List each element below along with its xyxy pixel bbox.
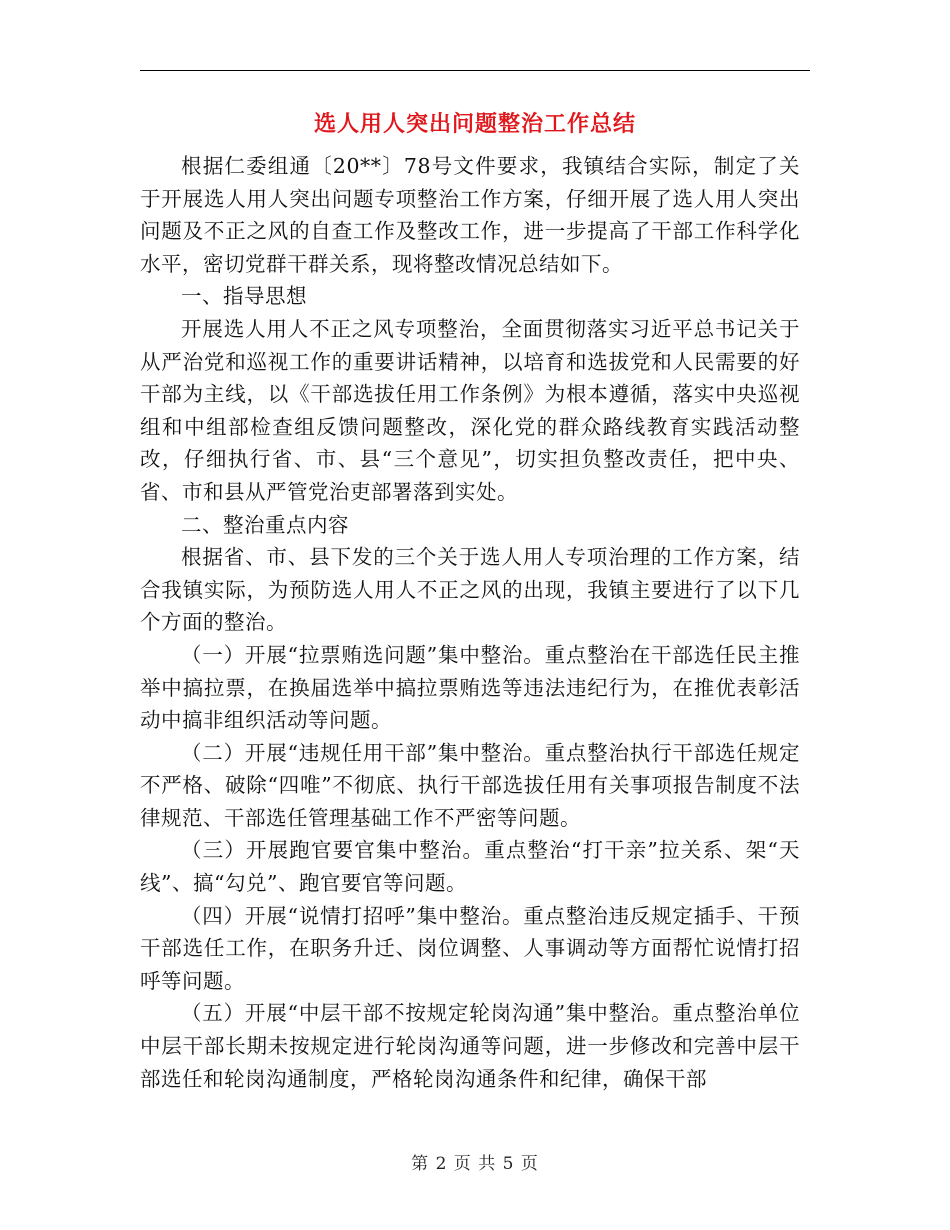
paragraph-item-3: （三）开展跑官要官集中整治。重点整治“打干亲”拉关系、架“天线”、搞“勾兑”、跑官要官等问题。 [140, 838, 800, 896]
paragraph-item-2: （二）开展“违规任用干部”集中整治。重点整治执行干部选任规定不严格、破除“四唯”不彻底、执行干部选拔任用有关事项报告制度不法律规范、干部选任管理基础工作不严密等问题。 [140, 740, 800, 830]
page-footer: 第 2 页 共 5 页 [411, 1154, 539, 1174]
paragraph-guiding-ideology: 开展选人用人不正之风专项整治，全面贯彻落实习近平总书记关于从严治党和巡视工作的重要讲话精神，以培育和选拔党和人民需要的好干部为主线，以《干部选拔任用工作条例》为根本遵循，落实中央巡视组和中组部检查组反馈问题整改，深化党的群众路线教育实践活动整改，仔细执行省、市、县“三个意见”，切实担负整改责任，把中央、省、市和县从严管党治吏部署落到实处。 [140, 316, 800, 504]
paragraph-key-content-intro: 根据省、市、县下发的三个关于选人用人专项治理的工作方案，结合我镇实际，为预防选人用人不正之风的出现，我镇主要进行了以下几个方面的整治。 [140, 545, 800, 635]
document-body [140, 150, 800, 1095]
section-heading-key-content: 二、整治重点内容 [181, 512, 349, 537]
header-rule [140, 70, 810, 71]
paragraph-item-4: （四）开展“说情打招呼”集中整治。重点整治违反规定插手、干预干部选任工作，在职务升迁、岗位调整、人事调动等方面帮忙说情打招呼等问题。 [140, 903, 800, 993]
section-heading-guiding-ideology: 一、指导思想 [181, 284, 307, 309]
paragraph-item-1: （一）开展“拉票贿选问题”集中整治。重点整治在干部选任民主推举中搞拉票，在换届选举中搞拉票贿选等违法违纪行为，在推优表彰活动中搞非组织活动等问题。 [140, 642, 800, 733]
document-title: 选人用人突出问题整治工作总结 [313, 112, 636, 137]
paragraph-intro: 根据仁委组通〔20**〕78号文件要求，我镇结合实际，制定了关于开展选人用人突出问题专项整治工作方案，仔细开展了选人用人突出问题及不正之风的自查工作及整改工作，进一步提高了干部工作科学化水平，密切党群干群关系，现将整改情况总结如下。 [140, 154, 800, 276]
paragraph-item-5: （五）开展“中层干部不按规定轮岗沟通”集中整治。重点整治单位中层干部长期未按规定进行轮岗沟通等问题，进一步修改和完善中层干部选任和轮岗沟通制度，严格轮岗沟通条件和纪律，确保干部 [140, 1001, 800, 1091]
